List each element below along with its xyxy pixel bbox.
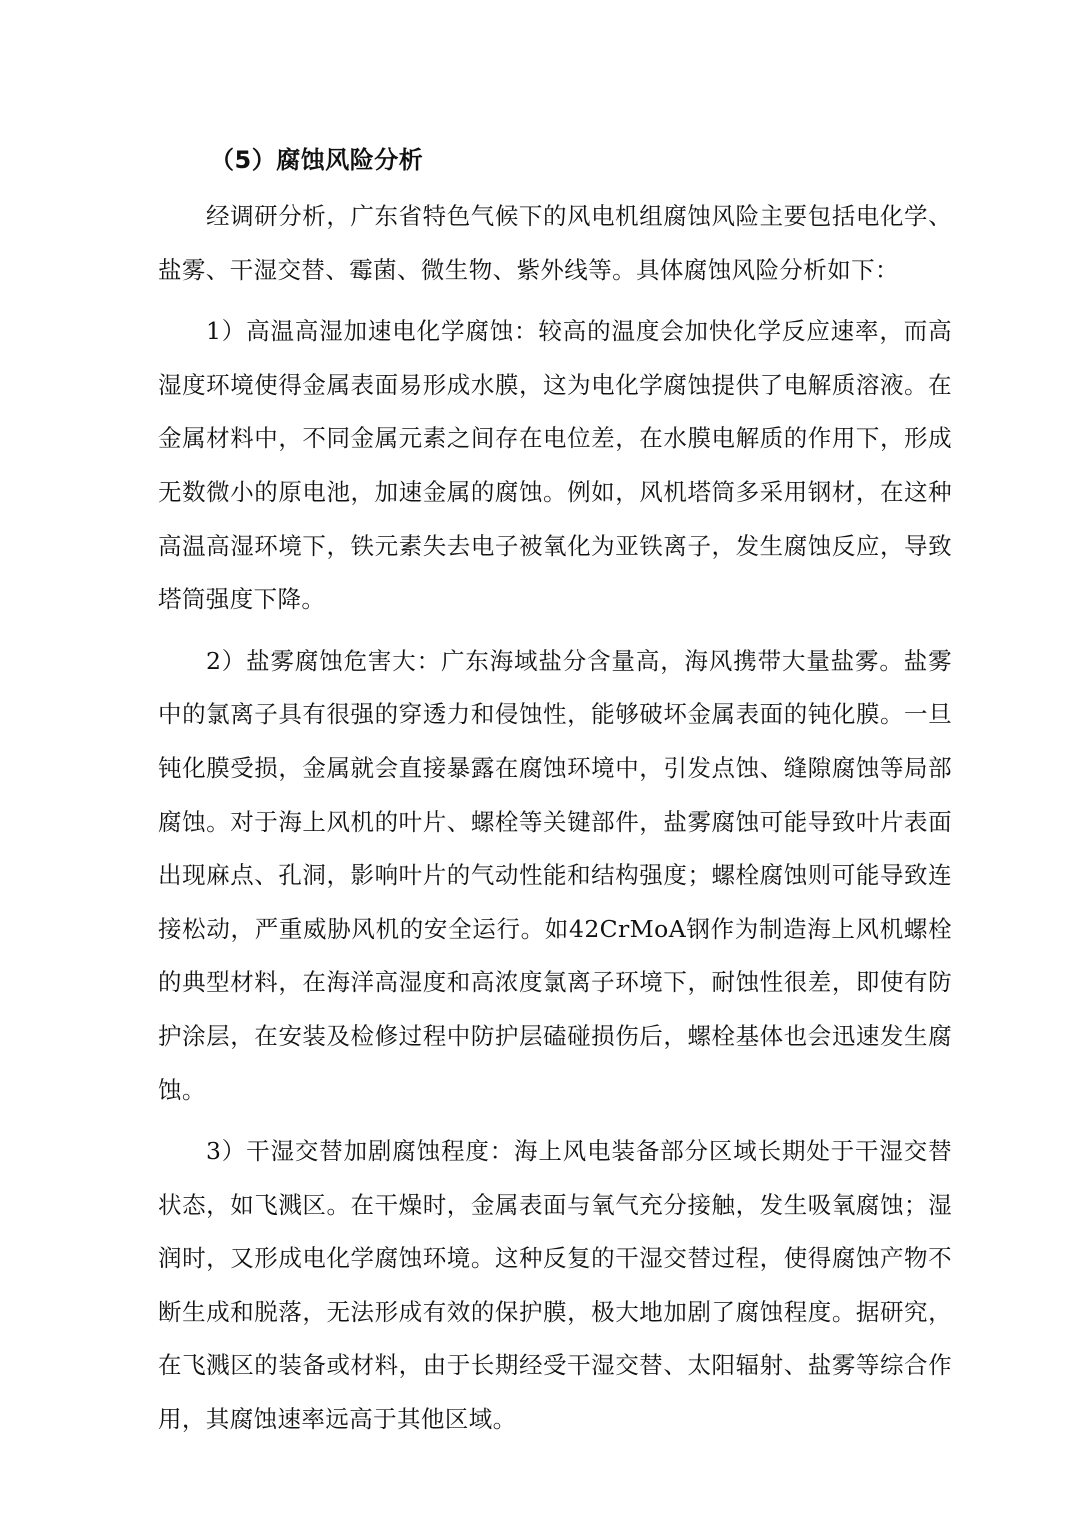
document-page <box>158 138 952 1447</box>
paragraph-risk-salt-spray: 2）盐雾腐蚀危害大：广东海域盐分含量高，海风携带大量盐雾。盐雾中的氯离子具有很强的穿透力和侵蚀性，能够破坏金属表面的钝化膜。一旦钝化膜受损，金属就会直接暴露在腐蚀环境中，引发点蚀、缝隙腐蚀等局部腐蚀。对于海上风机的叶片、螺栓等关键部件，盐雾腐蚀可能导致叶片表面出现麻点、孔洞，影响叶片的气动性能和结构强度；螺栓腐蚀则可能导致连接松动，严重威胁风机的安全运行。如42CrMoA钢作为制造海上风机螺栓的典型材料，在海洋高湿度和高浓度氯离子环境下，耐蚀性很差，即使有防护涂层，在安装及检修过程中防护层磕碰损伤后，螺栓基体也会迅速发生腐蚀。 <box>158 646 952 1104</box>
paragraph-risk-electrochemical: 1）高温高湿加速电化学腐蚀：较高的温度会加快化学反应速率，而高湿度环境使得金属表面易形成水膜，这为电化学腐蚀提供了电解质溶液。在金属材料中，不同金属元素之间存在电位差，在水膜电解质的作用下，形成无数微小的原电池，加速金属的腐蚀。例如，风机塔筒多采用钢材，在这种高温高湿环境下，铁元素失去电子被氧化为亚铁离子，发生腐蚀反应，导致塔筒强度下降。 <box>158 317 952 614</box>
paragraph-intro: 经调研分析，广东省特色气候下的风电机组腐蚀风险主要包括电化学、盐雾、干湿交替、霉菌、微生物、紫外线等。具体腐蚀风险分析如下： <box>158 202 952 284</box>
section-heading: （5）腐蚀风险分析 <box>210 146 424 174</box>
paragraph-risk-wet-dry-cycling: 3）干湿交替加剧腐蚀程度：海上风电装备部分区域长期处于干湿交替状态，如飞溅区。在干燥时，金属表面与氧气充分接触，发生吸氧腐蚀；湿润时，又形成电化学腐蚀环境。这种反复的干湿交替过程，使得腐蚀产物不断生成和脱落，无法形成有效的保护膜，极大地加剧了腐蚀程度。据研究，在飞溅区的装备或材料，由于长期经受干湿交替、太阳辐射、盐雾等综合作用，其腐蚀速率远高于其他区域。 <box>158 1137 952 1434</box>
